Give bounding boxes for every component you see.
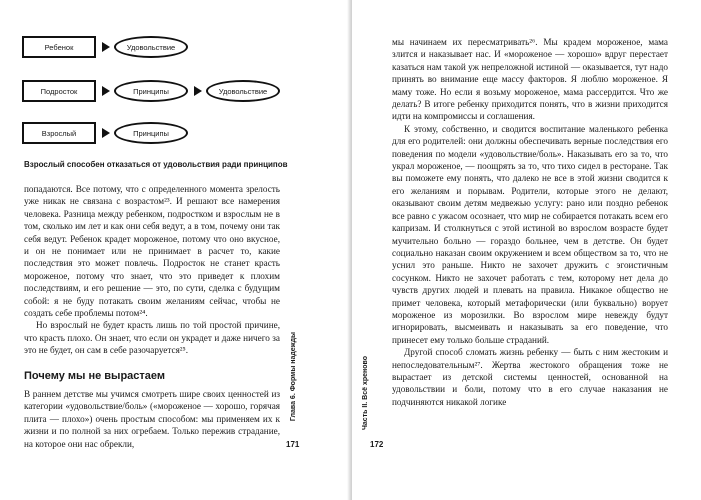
paragraph: К этому, собственно, и сводится воспитание маленького ребенка для его родителей: они должны обеспечивать верные последствия его поведения по модели «удовольствие/боль». Наказывать его за то, что украл мороженое, — поощрять за то, что тихо сидел в ресторане. Так вы поможете ему понять, что далеко не все в этой жизни сводится к его желаниям и порывам. Родители, которые этого не делают, оказывают своим детям медвежью услугу: рано или поздно ребенок все равно с ужасом осознает, что мир не собирается потакать всем его капризам. И столкнуться с этой истиной во взрослом возрасте будет мучительно больно — гораздо больнее, чем в детстве. Он будет социально наказан своим окружением и всем обществом за то, что не уснил это раньше. Никто не захочет дружить с эгоистичным сосунком. Никто не захочет работать с тем, которому нет дела до чувств других людей и плевать на правила. Никакое общество не примет человека, который метафорически (или буквально) ворует мороженое из морозилки. Во взрослом мире невежду будут игнорировать, высмеивать и наказывать за его поведение, что принесет ему только больше страданий. (392, 123, 668, 345)
body-text (24, 183, 280, 357)
right-page (352, 0, 701, 500)
page-number: 171 (286, 440, 300, 449)
body-text (392, 36, 668, 408)
arrow-icon (102, 86, 110, 96)
figure-caption: Взрослый способен отказаться от удовольствия ради принципов (24, 160, 288, 169)
paragraph: Другой способ сломать жизнь ребенку — быть с ним жестоким и непоследовательным²⁷. Жертва жестокого обращения тоже не вырастает из детской системы ценностей, основанной на удовольствии и боли, потому что в его случае наказания не подчиняются никакой логике (392, 347, 668, 407)
diagram-box-adult: Взрослый (22, 122, 96, 144)
paragraph: попадаются. Все потому, что с определенного момента зрелость уже никак не связана с возрастом²³. И решают все намерения человека. Разница между ребенком, подростком и взрослым не в том, сколько им лет и как они себя ведут, а в том, почему они так себя ведут. Ребенок крадет мороженое, потому что оно вкусное, и он не понимает или не принимает в расчет то, какие последствия это может повлечь. Подросток не станет красть мороженое, потому что знает, что это приведет к плохим последствиям, и его решение — это, по сути, сделка с будущим собой: я не буду потакать своим желаниям сейчас, чтобы не создать себе проблемы потом²⁴. (24, 184, 280, 319)
diagram-box-teen: Подросток (22, 80, 96, 102)
diagram-box-child: Ребенок (22, 36, 96, 58)
arrow-icon (102, 42, 110, 52)
paragraph: Но взрослый не будет красть лишь по той простой причине, что красть плохо. Он знает, что если он украдет и даже ничего за это не будет, он сам в себе разочаруется²⁵. (24, 320, 280, 356)
running-head: Часть II. Всё хреново (362, 356, 369, 430)
running-head: Глава 6. Формы надежды (290, 332, 297, 422)
diagram-ellipse-pleasure: Удовольствие (114, 36, 188, 58)
diagram-ellipse-pleasure: Удовольствие (206, 80, 280, 102)
page-number: 172 (370, 440, 384, 449)
left-page (0, 0, 350, 500)
paragraph: В раннем детстве мы учимся смотреть шире своих ценностей из категории «удовольствие/боль» («мороженое — хорошо, горячая плита — плохо») очень простым способом: мы применяем их к жизни и по полной за них огребаем. Только пережив страдание, на которое они нас обрекли, (24, 389, 280, 449)
body-text (24, 388, 280, 450)
paragraph: мы начинаем их пересматривать²⁶. Мы крадем мороженое, мама злится и наказывает нас. И «мороженое — хорошо» вдруг перестает казаться нам такой уж непреложной истиной — оказывается, тут надо принять во внимание еще массу факторов. Я люблю мороженое. Я маму тоже. Но если я возьму мороженое, мама рассердится. Что же делать? В итоге ребенку приходится понять, что в жизни приходится идти на компромиссы и соглашения. (392, 37, 668, 122)
arrow-icon (102, 128, 110, 138)
section-heading: Почему мы не вырастаем (24, 370, 166, 382)
diagram-ellipse-principles: Принципы (114, 80, 188, 102)
diagram-ellipse-principles: Принципы (114, 122, 188, 144)
maturity-diagram (22, 36, 342, 148)
arrow-icon (194, 86, 202, 96)
